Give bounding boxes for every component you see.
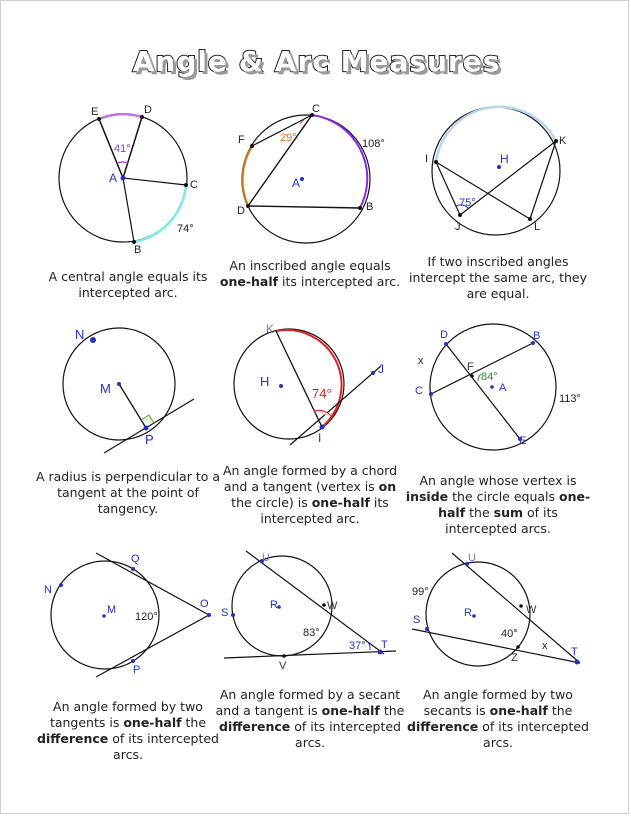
arc-value-outer: 99° — [412, 586, 429, 598]
label-i: I — [425, 153, 429, 165]
label-v: V — [279, 660, 287, 672]
point-s — [231, 613, 235, 617]
label-t: T — [381, 639, 388, 651]
label-b: B — [533, 330, 541, 342]
point-c — [429, 392, 433, 396]
point-m — [117, 382, 121, 386]
arc-ki — [276, 330, 342, 427]
label-f: F — [238, 134, 245, 146]
label-n: N — [75, 327, 85, 342]
inside-angle-diagram — [411, 323, 586, 453]
caption-inside-angle: An angle whose vertex is inside the circle equals one-half the sum of its intercepted arcs. — [405, 473, 591, 536]
label-d: D — [144, 104, 152, 116]
point-a — [490, 385, 494, 389]
caption-two-tangents: An angle formed by two tangents is one-half the difference of its intercepted arcs. — [37, 699, 219, 762]
point-z — [516, 645, 520, 649]
label-a: A — [292, 176, 301, 190]
label-p: P — [133, 664, 141, 676]
radius-ac — [123, 178, 186, 185]
angle-value: 75° — [459, 197, 476, 209]
radius-ab — [123, 178, 134, 242]
point-d — [246, 204, 250, 208]
point-r — [472, 614, 476, 618]
arc-value: 74° — [177, 223, 194, 235]
angle-value: 84° — [481, 371, 498, 383]
label-e: E — [91, 106, 99, 118]
point-i — [434, 160, 438, 164]
page-title-text: Angle & Arc Measures — [132, 45, 501, 78]
label-z: Z — [511, 652, 518, 664]
point-n — [90, 337, 96, 343]
label-u: U — [262, 552, 270, 564]
label-l: L — [534, 221, 541, 233]
label-m: M — [107, 604, 117, 616]
chord-tangent-diagram — [226, 321, 396, 451]
point-t — [575, 660, 580, 665]
point-f — [470, 374, 474, 378]
label-e: E — [519, 435, 527, 447]
point-s — [425, 627, 429, 631]
arc-fd — [242, 146, 252, 206]
label-w: W — [327, 600, 338, 612]
chord-ki — [276, 331, 322, 427]
point-v — [282, 654, 286, 658]
label-j: J — [378, 362, 384, 376]
arc-value: 108° — [362, 138, 385, 150]
point-a — [121, 176, 126, 181]
point-i — [320, 425, 325, 430]
label-m: M — [100, 381, 111, 396]
label-b: B — [134, 244, 142, 256]
label-j: J — [455, 221, 461, 233]
caption-secant-tangent: An angle formed by a secant and a tangent is one-half the difference of its intercepted arcs. — [215, 687, 405, 750]
tangent-line — [224, 651, 396, 658]
arc-ik — [436, 107, 556, 162]
chord-db — [248, 206, 360, 208]
inscribed-angle-diagram — [226, 96, 396, 226]
angle-value: 29° — [280, 132, 297, 144]
point-l — [528, 217, 532, 221]
caption-inscribed-angle: An inscribed angle equals one-half its intercepted arc. — [219, 258, 401, 289]
point-a — [300, 177, 304, 181]
point-q — [131, 567, 135, 571]
point-w — [322, 603, 326, 607]
label-q: Q — [131, 553, 140, 565]
same-arc-diagram — [416, 96, 586, 241]
radius-tangent-diagram — [56, 321, 206, 451]
angle-value: 37° — [349, 640, 366, 652]
label-a: A — [109, 171, 118, 185]
label-h: H — [260, 374, 270, 389]
secant-tangent-diagram — [216, 549, 411, 679]
label-f: F — [467, 361, 474, 373]
point-p — [144, 426, 149, 431]
label-t: T — [571, 646, 578, 658]
caption-chord-tangent: An angle formed by a chord and a tangent (vertex is on the circle) is one-half its intercepted arc. — [222, 463, 398, 526]
label-c: C — [415, 385, 423, 397]
label-u: U — [468, 552, 476, 564]
point-j — [371, 371, 375, 375]
arc-value: 120° — [135, 611, 158, 623]
label-n: N — [44, 584, 52, 596]
radius-mp — [119, 384, 146, 428]
angle-value: 41° — [114, 143, 131, 155]
central-angle-diagram — [41, 96, 211, 256]
tangent-lower — [96, 615, 209, 677]
label-c: C — [312, 103, 320, 115]
point-j — [458, 213, 462, 217]
label-d: D — [440, 329, 448, 341]
chord-dc — [248, 115, 312, 206]
chord-de — [446, 344, 520, 439]
label-k: K — [559, 135, 567, 147]
arc-value: 83° — [303, 627, 320, 639]
angle-mark — [117, 162, 128, 163]
chord-lk — [530, 141, 556, 219]
arc-ed — [99, 114, 142, 119]
caption-same-arc: If two inscribed angles intercept the same arc, they are equal. — [409, 254, 587, 301]
point-m — [102, 614, 106, 618]
arc-value: 113° — [559, 393, 581, 405]
point-w — [519, 604, 523, 608]
point-f — [250, 144, 254, 148]
tangent-line — [290, 366, 381, 445]
unknown-x: x — [418, 355, 424, 367]
point-n — [59, 583, 63, 587]
point-h — [279, 384, 283, 388]
caption-two-secants: An angle formed by two secants is one-half the difference of its intercepted arcs. — [407, 687, 589, 750]
caption-radius-tangent: A radius is perpendicular to a tangent at the point of tangency. — [35, 469, 221, 516]
circle — [426, 562, 530, 666]
point-c — [184, 183, 188, 187]
label-r: R — [270, 599, 278, 611]
point-b — [358, 206, 362, 210]
label-p: P — [145, 432, 154, 447]
angle-value: 74° — [312, 386, 332, 401]
label-b: B — [366, 201, 374, 213]
label-a: A — [499, 382, 507, 394]
label-r: R — [464, 607, 472, 619]
chord-cb — [431, 343, 533, 394]
two-secants-diagram — [406, 549, 591, 679]
page-title — [1, 45, 631, 78]
label-k: K — [266, 322, 275, 336]
point-d — [444, 342, 448, 346]
chord-il — [436, 162, 530, 219]
label-c: C — [190, 179, 198, 191]
point-p — [131, 659, 135, 663]
label-d: D — [237, 205, 245, 217]
unknown-x: x — [542, 640, 548, 652]
label-s: S — [413, 614, 421, 626]
label-s: S — [221, 607, 229, 619]
circle — [232, 556, 332, 656]
caption-central-angle: A central angle equals its intercepted arc. — [48, 269, 208, 300]
label-h: H — [500, 152, 509, 166]
arc-value-inner: 40° — [501, 628, 518, 640]
point-o — [207, 613, 211, 617]
point-k — [554, 139, 558, 143]
label-w: W — [526, 604, 537, 616]
label-i: I — [318, 431, 322, 445]
arc-cb — [312, 115, 367, 208]
two-tangents-diagram — [41, 549, 229, 684]
label-o: O — [200, 598, 209, 610]
